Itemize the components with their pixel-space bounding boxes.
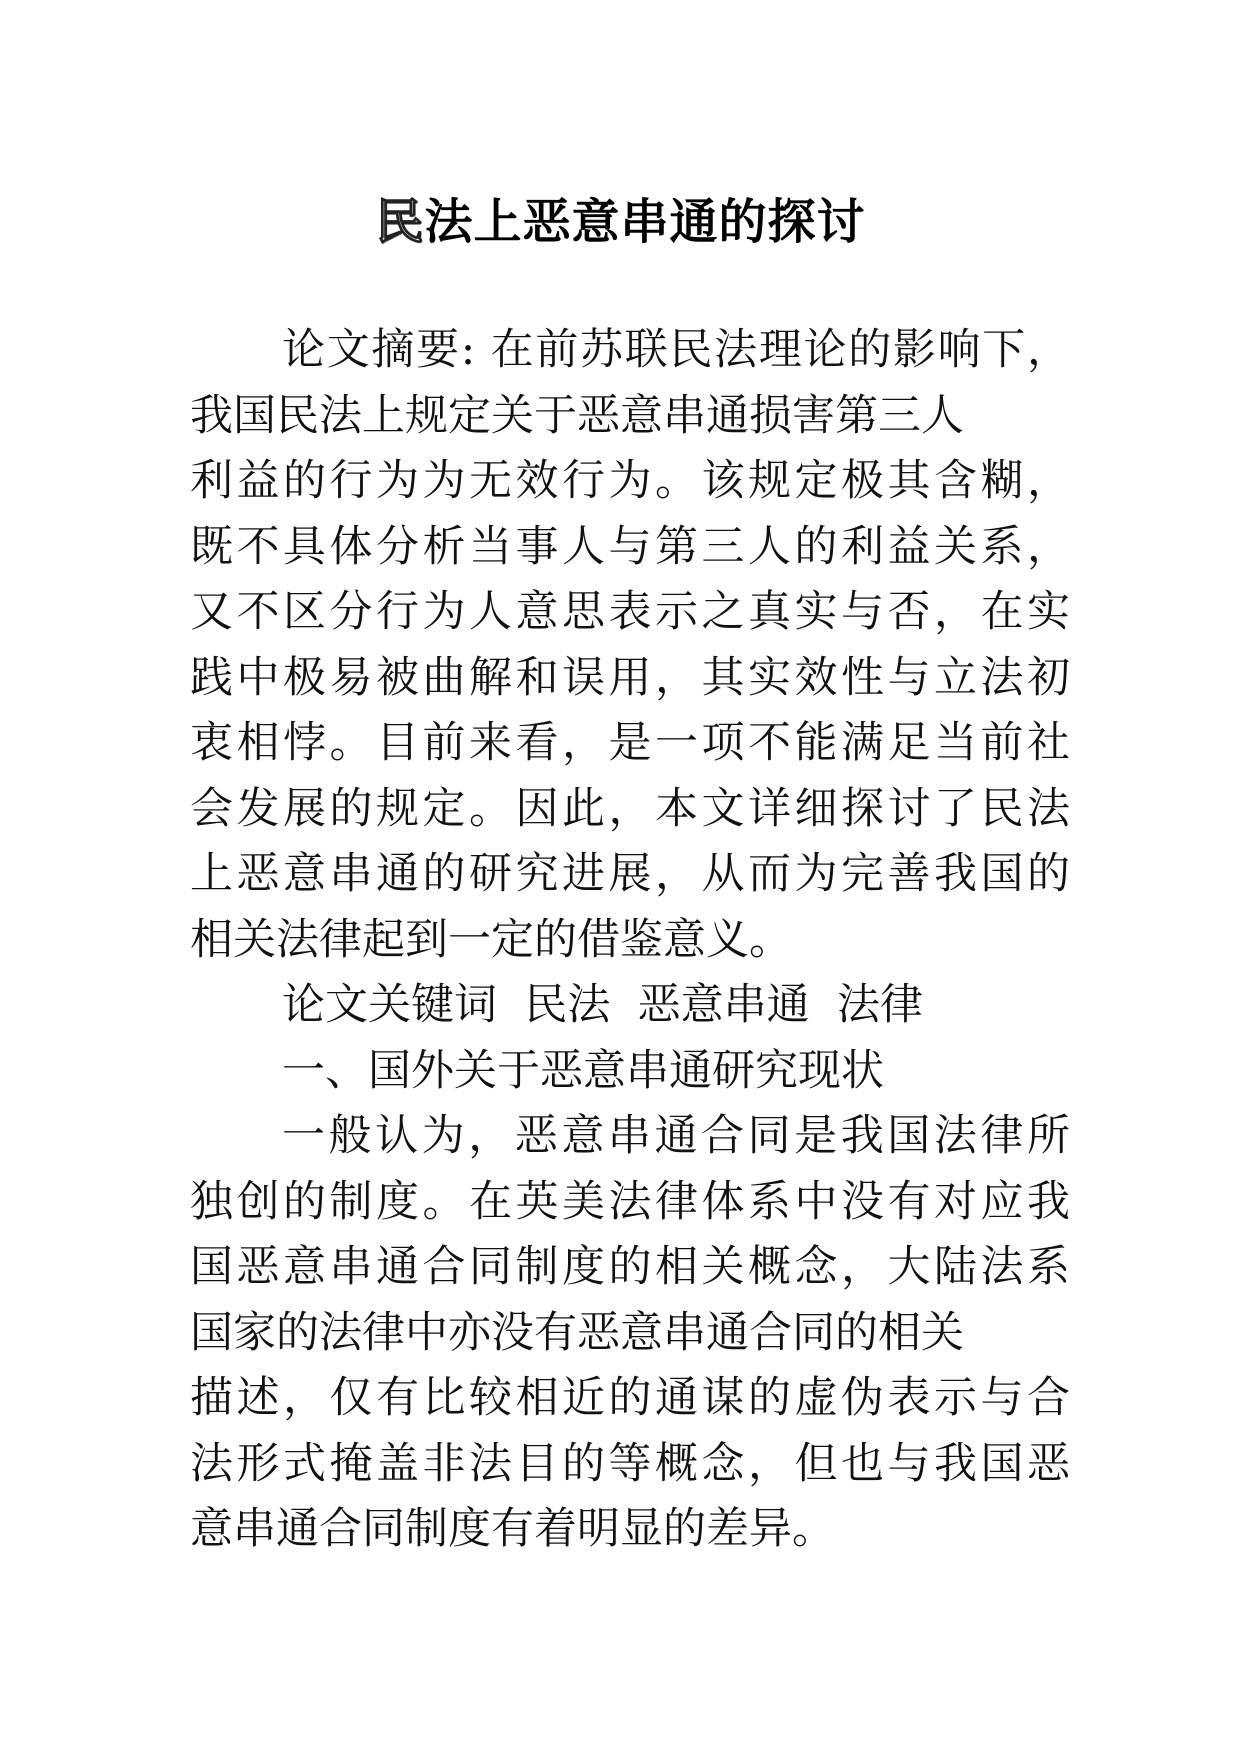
section-heading: 一、国外关于恶意串通研究现状 [282,1045,884,1096]
paragraph-line: 独创的制度。在英美法律体系中没有对应我 [190,1176,1070,1227]
abstract-line: 衷相悖。目前来看，是一项不能满足当前社 [190,718,1070,768]
paragraph-line: 一般认为，恶意串通合同是我国法律所 [282,1111,1070,1161]
abstract-line: 上恶意串通的研究进展，从而为完善我国的 [190,849,1070,899]
paragraph-line: 国家的法律中亦没有恶意串通合同的相关 [190,1307,964,1358]
paragraph-line: 意串通合同制度有着明显的差异。 [190,1504,835,1554]
paragraph-line: 国恶意串通合同制度的相关概念，大陆法系 [190,1242,1070,1292]
abstract-line: 利益的行为为无效行为。该规定极其含糊， [190,456,1070,506]
keywords-line: 论文关键词 民法 恶意串通 法律 [282,980,924,1030]
abstract-line: 论文摘要: 在前苏联民法理论的影响下， [282,325,1070,375]
abstract-line: 我国民法上规定关于恶意串通损害第三人 [190,390,964,441]
abstract-line: 既不具体分析当事人与第三人的利益关系， [190,521,1070,572]
abstract-line: 又不区分行为人意思表示之真实与否，在实 [190,587,1070,637]
abstract-line: 践中极易被曲解和误用，其实效性与立法初 [190,652,1070,703]
abstract-line: 会发展的规定。因此，本文详细探讨了民法 [190,783,1070,834]
paragraph-line: 描述，仅有比较相近的通谋的虚伪表示与合 [190,1373,1070,1423]
paragraph-line: 法形式掩盖非法目的等概念，但也与我国恶 [190,1438,1070,1489]
document-body [190,318,1070,1563]
abstract-line: 相关法律起到一定的借鉴意义。 [190,914,792,965]
title-rest: 法上恶意串通的探讨 [424,194,866,251]
document-title [0,192,1241,252]
title-first-char: 民 [375,194,425,251]
